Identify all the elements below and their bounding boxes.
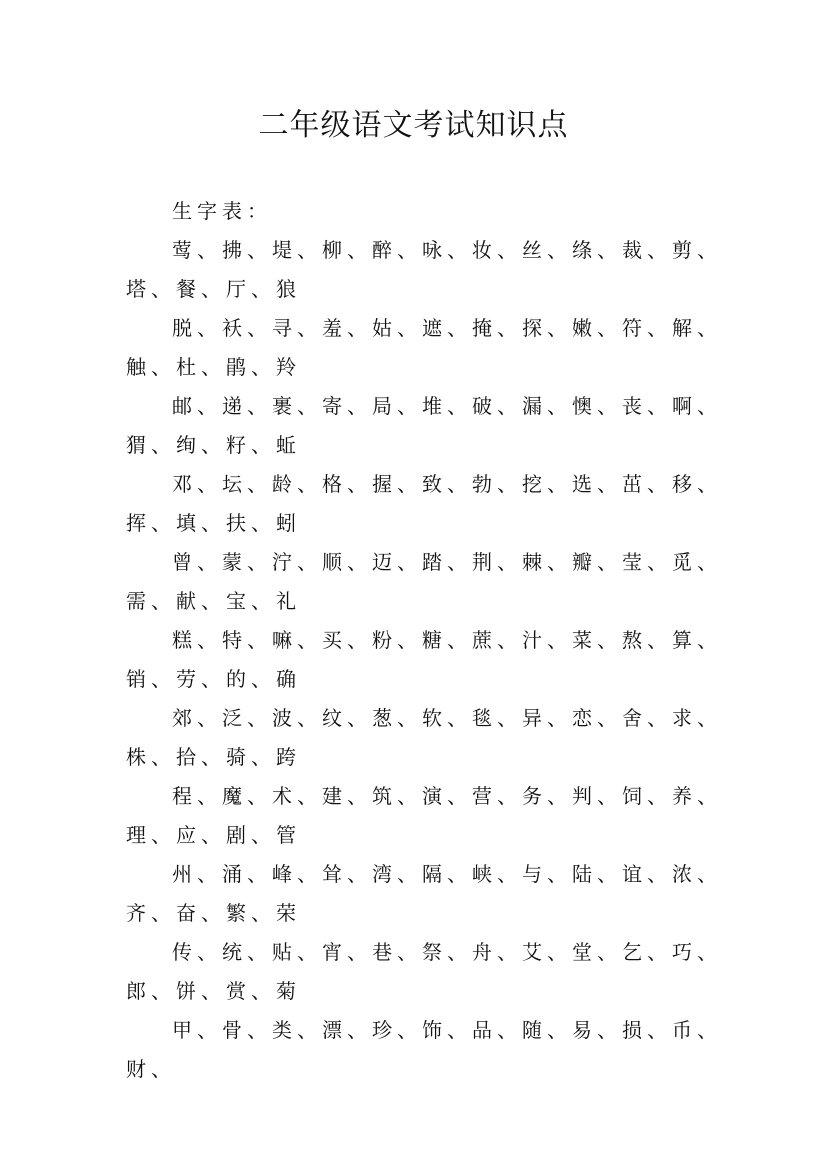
character-group-8: 程、魔、术、建、筑、演、营、务、判、饲、养、理、应、剧、管 [126, 784, 722, 847]
document-body [126, 192, 726, 1089]
section-heading: 生字表： [172, 199, 272, 223]
character-group-1: 莺、拂、堤、柳、醉、咏、妆、丝、绦、裁、剪、塔、餐、厅、狼 [126, 238, 722, 301]
character-group-7: 郊、泛、波、纹、葱、软、毯、异、恋、舍、求、株、拾、骑、跨 [126, 706, 722, 769]
character-group-5: 曾、蒙、泞、顺、迈、踏、荆、棘、瓣、莹、觅、需、献、宝、礼 [126, 550, 722, 613]
character-group-10: 传、统、贴、宵、巷、祭、舟、艾、堂、乞、巧、郎、饼、赏、菊 [126, 940, 722, 1003]
character-group-6: 糕、特、嘛、买、粉、糖、蔗、汁、菜、熬、算、销、劳、的、确 [126, 628, 722, 691]
page-title: 二年级语文考试知识点 [258, 108, 569, 143]
character-group-11: 甲、骨、类、漂、珍、饰、品、随、易、损、币、财、 [126, 1018, 722, 1081]
character-group-4: 邓、坛、龄、格、握、致、勃、挖、选、茁、移、挥、填、扶、蚓 [126, 472, 722, 535]
character-group-9: 州、涌、峰、耸、湾、隔、峡、与、陆、谊、浓、齐、奋、繁、荣 [126, 862, 722, 925]
character-group-2: 脱、袄、寻、羞、姑、遮、掩、探、嫩、符、解、触、杜、鹃、羚 [126, 316, 722, 379]
character-group-3: 邮、递、裹、寄、局、堆、破、漏、懊、丧、啊、猬、绚、籽、蚯 [126, 394, 722, 457]
